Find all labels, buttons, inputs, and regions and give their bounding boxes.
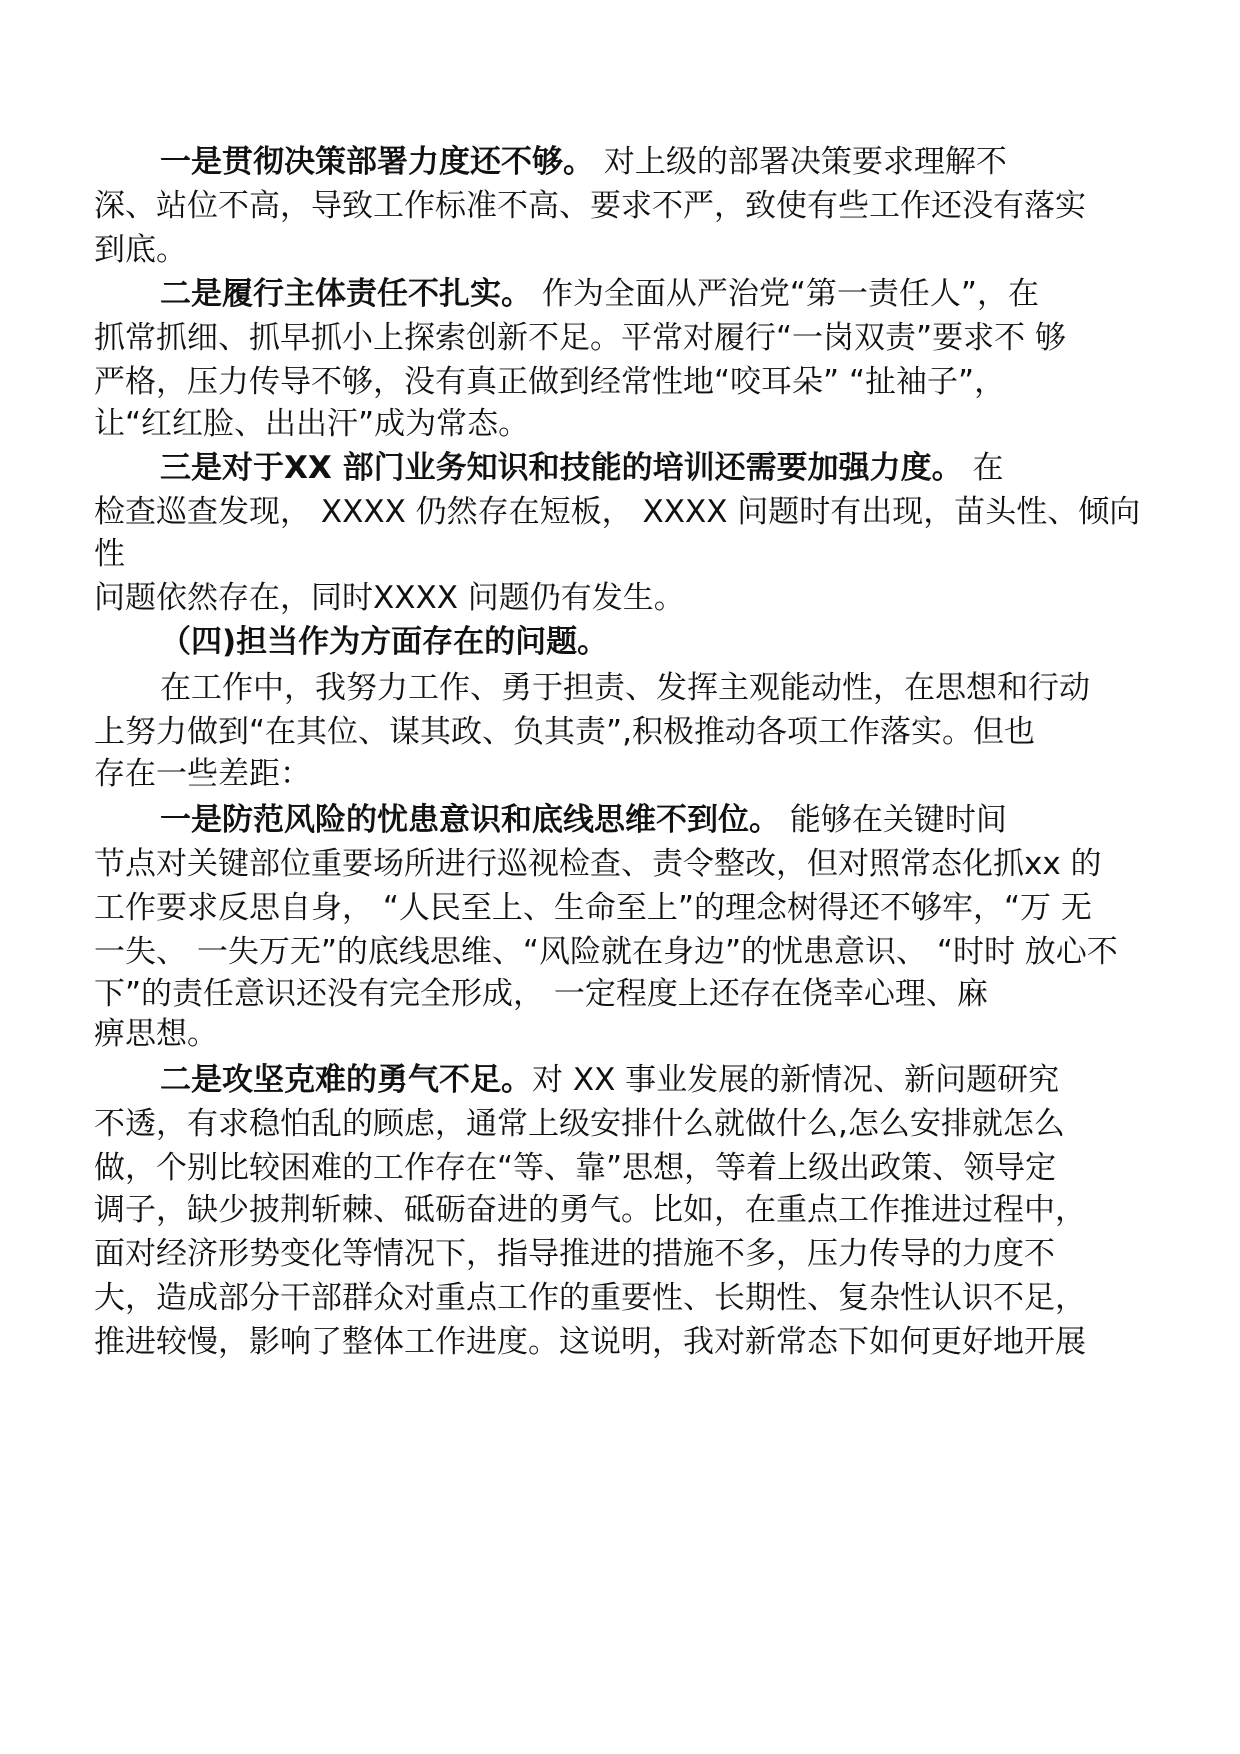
- paragraph-line: 严格，压力传导不够，没有真正做到经常性地“咬耳朵” “扯袖子”，: [94, 364, 1006, 400]
- paragraph-line: 不透，有求稳怕乱的顾虑，通常上级安排什么就做什么,怎么安排就怎么: [94, 1106, 1065, 1142]
- paragraph-lead: 二是履行主体责任不扎实。: [160, 276, 532, 312]
- paragraph-line: 抓常抓细、抓早抓小上探索创新不足。平常对履行“一岗双责”要求不 够: [94, 320, 1066, 356]
- paragraph-text: 对 XX 事业发展的新情况、新问题研究: [532, 1062, 1060, 1098]
- paragraph-line: [160, 274, 1039, 314]
- paragraph-line: 做，个别比较困难的工作存在“等、靠”思想，等着上级出政策、领导定: [94, 1150, 1057, 1186]
- paragraph-line: [160, 1060, 1059, 1100]
- section-heading: （四)担当作为方面存在的问题。: [160, 624, 609, 660]
- paragraph-line: 深、站位不高，导致工作标准不高、要求不严，致使有些工作还没有落实: [94, 188, 1086, 224]
- paragraph-line: [160, 448, 1003, 488]
- paragraph-line: 一失、 一失万无”的底线思维、“风险就在身边”的忧患意识、 “时时 放心不: [94, 934, 1118, 970]
- paragraph-line: 存在一些差距：: [94, 756, 311, 792]
- paragraph-text: 能够在关键时间: [780, 802, 1007, 838]
- paragraph-line: 节点对关键部位重要场所进行巡视检查、责令整改，但对照常态化抓xx 的: [94, 846, 1102, 882]
- paragraph-lead: 二是攻坚克难的勇气不足。: [160, 1062, 532, 1098]
- paragraph-text: 对上级的部署决策要求理解不: [594, 144, 1007, 180]
- paragraph-line: 大，造成部分干部群众对重点工作的重要性、长期性、复杂性认识不足，: [94, 1280, 1086, 1316]
- paragraph-line: 让“红红脸、出出汗”成为常态。: [94, 406, 530, 442]
- paragraph-line: 工作要求反思自身， “人民至上、生命至上”的理念树得还不够牢，“万 无: [94, 890, 1092, 926]
- paragraph-line: 到底。: [94, 232, 187, 268]
- paragraph-lead: 三是对于XX 部门业务知识和技能的培训还需要加强力度。: [160, 450, 963, 486]
- paragraph-lead: 一是贯彻决策部署力度还不够。: [160, 144, 594, 180]
- paragraph-line: [160, 142, 1007, 182]
- paragraph-line: 在工作中，我努力工作、勇于担责、发挥主观能动性，在思想和行动: [160, 670, 1090, 706]
- paragraph-text: 在: [962, 450, 1004, 486]
- paragraph-line: 推进较慢，影响了整体工作进度。这说明，我对新常态下如何更好地开展: [94, 1324, 1086, 1360]
- paragraph-line: [160, 800, 1007, 840]
- paragraph-line: 问题依然存在，同时XXXX 问题仍有发生。: [94, 580, 685, 616]
- paragraph-line: 痹思想。: [94, 1016, 218, 1052]
- paragraph-line: 性: [94, 536, 125, 572]
- paragraph-line: 检查巡查发现， XXXX 仍然存在短板， XXXX 问题时有出现，苗头性、倾向: [94, 494, 1141, 530]
- paragraph-line: 面对经济形势变化等情况下，指导推进的措施不多，压力传导的力度不: [94, 1236, 1055, 1272]
- paragraph-line: 下”的责任意识还没有完全形成， 一定程度上还存在侥幸心理、麻: [94, 976, 988, 1012]
- paragraph-line: 调子，缺少披荆斩棘、砥砺奋进的勇气。比如，在重点工作推进过程中，: [94, 1192, 1086, 1228]
- paragraph-lead: 一是防范风险的忧患意识和底线思维不到位。: [160, 802, 780, 838]
- paragraph-text: 作为全面从严治党“第一责任人”，在: [532, 276, 1039, 312]
- paragraph-line: 上努力做到“在其位、谋其政、负其责”,积极推动各项工作落实。但也: [94, 714, 1035, 750]
